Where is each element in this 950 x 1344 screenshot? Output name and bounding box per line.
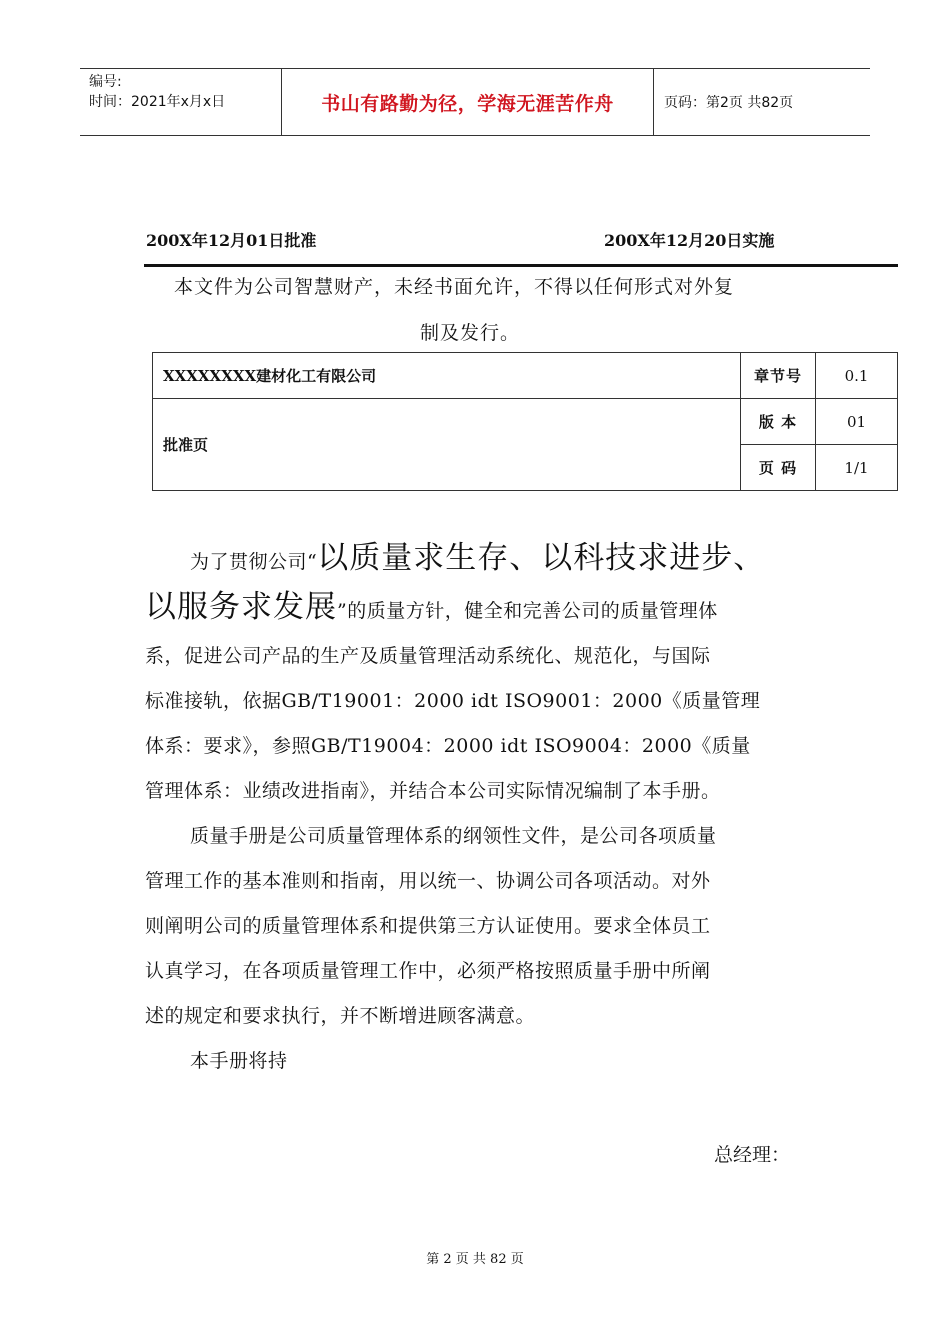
paragraph-2-line-4: 认真学习，在各项质量管理工作中，必须严格按照质量手册中所阐 xyxy=(145,960,711,982)
paragraph-2-line-1: 质量手册是公司质量管理体系的纲领性文件，是公司各项质量 xyxy=(190,825,717,847)
document-header xyxy=(80,68,870,136)
header-motto: 书山有路勤为径，学海无涯苦作舟 xyxy=(282,69,654,135)
paragraph-1-line-1 xyxy=(145,536,845,585)
paragraph-3: 本手册将持 xyxy=(190,1050,288,1072)
paragraph-1-line-2 xyxy=(145,585,845,634)
chapter-value: 0.1 xyxy=(816,353,898,399)
slogan-part-2: 以服务求发展 xyxy=(145,589,337,625)
paragraph-1-line-5: 体系：要求》，参照GB/T19004：2000 idt ISO9004：2000《质量 xyxy=(145,735,751,757)
text-span: ”的质量方针，健全和完善公司的质量管理体 xyxy=(337,600,718,622)
chapter-label: 章节号 xyxy=(741,353,816,399)
serial-number-label: 编号: xyxy=(89,74,122,90)
version-value: 01 xyxy=(816,399,898,445)
paragraph-2-line-2: 管理工作的基本准则和指南，用以统一、协调公司各项活动。对外 xyxy=(145,870,711,892)
page-title: 批准页 xyxy=(153,399,741,491)
copyright-notice-line-2: 制及发行。 xyxy=(420,322,521,344)
header-meta xyxy=(80,69,282,135)
copyright-notice-line-1: 本文件为公司智慧财产，未经书面允许，不得以任何形式对外复 xyxy=(174,276,735,298)
effective-date: 200X年12月20日实施 xyxy=(604,231,775,250)
page-number-label: 页 码 xyxy=(741,445,816,491)
paragraph-2-line-5: 述的规定和要求执行，并不断增进顾客满意。 xyxy=(145,1005,536,1027)
paragraph-1-line-6: 管理体系：业绩改进指南》，并结合本公司实际情况编制了本手册。 xyxy=(145,780,721,802)
approval-date: 200X年12月01日批准 xyxy=(146,231,317,250)
page-number-value: 1/1 xyxy=(816,445,898,491)
divider-rule xyxy=(144,264,898,267)
paragraph-1-line-3: 系，促进公司产品的生产及质量管理活动系统化、规范化，与国际 xyxy=(145,645,711,667)
document-info-table xyxy=(152,352,898,491)
company-name: XXXXXXXX建材化工有限公司 xyxy=(153,353,741,399)
date-label: 时间：2021年x月x日 xyxy=(89,94,226,110)
page-footer: 第 2 页 共 82 页 xyxy=(426,1252,524,1267)
body-content xyxy=(145,536,845,1084)
paragraph-2-line-3: 则阐明公司的质量管理体系和提供第三方认证使用。要求全体员工 xyxy=(145,915,711,937)
slogan-part-1: 以质量求生存、以科技求进步、 xyxy=(317,540,766,576)
paragraph-1-line-4: 标准接轨，依据GB/T19001：2000 idt ISO9001：2000《质量管理 xyxy=(145,690,761,712)
text-span: 为了贯彻公司“ xyxy=(190,551,318,573)
header-page-info: 页码：第2页 共82页 xyxy=(664,95,794,111)
version-label: 版 本 xyxy=(741,399,816,445)
general-manager-signature-label: 总经理： xyxy=(714,1144,791,1166)
